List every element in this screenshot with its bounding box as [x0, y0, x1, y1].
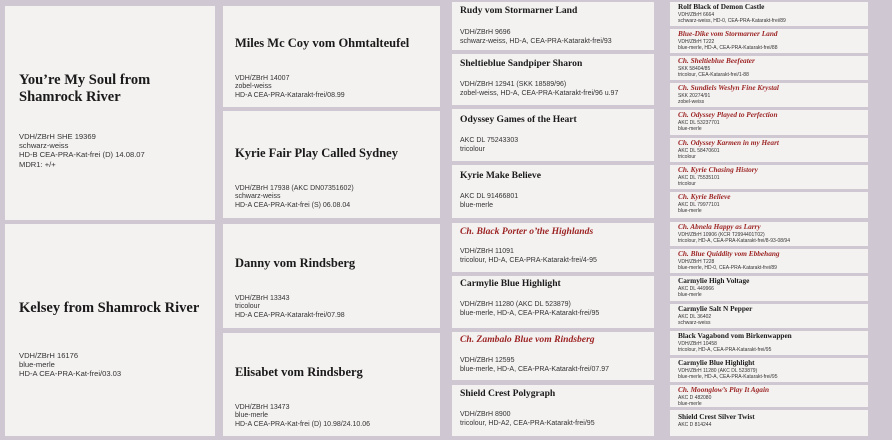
- pedigree-entry: [5, 224, 215, 436]
- health-results: schwarz-weiss, HD-0, CEA-PRA-Katarakt-frei/89: [678, 17, 786, 24]
- pedigree-entry: [452, 2, 654, 50]
- dog-name: Kyrie Make Believe: [460, 170, 541, 181]
- registration-number: AKC DL 75535101: [678, 174, 720, 181]
- coat-color: zobel-weiss: [678, 98, 705, 105]
- dog-name: Kyrie Fair Play Called Sydney: [235, 146, 398, 160]
- pedigree-entry: [670, 56, 868, 80]
- pedigree-entry: [452, 223, 654, 272]
- dog-name: Danny vom Rindsberg: [235, 256, 356, 270]
- pedigree-entry: [670, 410, 868, 436]
- pedigree-entry: [452, 385, 654, 436]
- registration-number: VDH/ZBrH SHE 19369: [19, 132, 96, 141]
- registration-number: SKK 58404/85: [678, 65, 711, 72]
- health-results: schwarz-weiss, HD-A, CEA-PRA-Katarakt-frei/93: [460, 37, 612, 45]
- dog-name: Ch. Blue Quiddity vom Ebbehang: [678, 249, 780, 258]
- registration-number: VDH/ZBrH 8900: [460, 411, 511, 418]
- dog-name: Ch. Moonglow’s Play It Again: [678, 385, 770, 394]
- registration-number: AKC D 814244: [678, 421, 712, 428]
- dog-name: Odyssey Games of the Heart: [460, 114, 577, 125]
- pedigree-entry: [670, 192, 868, 218]
- dog-name: Ch. Odyssey Played to Perfection: [678, 110, 778, 119]
- health-results: HD-B CEA-PRA-Kat-frei (D) 14.08.07: [19, 150, 145, 160]
- pedigree-entry: [452, 332, 654, 380]
- coat-color: tricolour: [235, 303, 260, 311]
- pedigree-entry: [223, 6, 440, 107]
- coat-color: tricolour: [678, 180, 696, 187]
- health-results: tricolour, HD-A, CEA-PRA-Katarakt-frei/4-95: [460, 256, 597, 264]
- registration-number: VDH/ZBrH 6664: [678, 11, 715, 18]
- registration-number: AKC DL 36402: [678, 313, 712, 320]
- registration-number: VDH/ZBrH 9696: [460, 29, 511, 36]
- pedigree-entry: [223, 111, 440, 218]
- dog-name: Ch. Kyrie Believe: [678, 192, 731, 201]
- coat-color: schwarz-weiss: [235, 193, 281, 201]
- health-results: blue-merle, HD-A, CEA-PRA-Katarakt-frei/95: [460, 309, 600, 317]
- dog-name: Ch. Sheltieblue Beefeater: [678, 56, 755, 65]
- health-results: blue-merle, HD-A, CEA-PRA-Katarakt-frei/88: [678, 44, 778, 51]
- dog-name: Carmylie Blue Highlight: [460, 278, 561, 289]
- coat-color: schwarz-weiss: [678, 319, 711, 326]
- dog-name: Ch. Black Porter o’the Highlands: [460, 226, 594, 237]
- registration-number: SKK 20274/91: [678, 92, 711, 99]
- dog-name: You’re My Soul from Shamrock River: [19, 72, 151, 105]
- pedigree-entry: [670, 138, 868, 162]
- pedigree-entry: [670, 2, 868, 26]
- registration-number: VDH/ZBrH 10458: [678, 340, 717, 347]
- coat-color: blue-merle: [678, 291, 702, 298]
- pedigree-entry: [670, 165, 868, 189]
- dog-name: Kelsey from Shamrock River: [19, 300, 200, 316]
- dog-name: Shield Crest Silver Twist: [678, 412, 755, 421]
- registration-number: AKC DL 58470601: [678, 147, 720, 154]
- registration-number: VDH/ZBrH T222: [678, 38, 715, 45]
- registration-number: VDH/ZBrH 10906 (KCR T2994401T02): [678, 231, 765, 238]
- pedigree-entry: [670, 29, 868, 53]
- health-results: HD-A CEA-PRA-Kat-frei/03.03: [19, 369, 122, 379]
- coat-color: blue-merle: [460, 201, 494, 209]
- dog-name: Carmylie Salt N Pepper: [678, 304, 753, 313]
- registration-number: AKC DL 53237701: [678, 119, 720, 126]
- coat-color: schwarz-weiss: [19, 141, 69, 151]
- registration-number: VDH/ZBrH 11280 (AKC DL 523879): [460, 301, 571, 308]
- dog-name: Miles Mc Coy vom Ohmtalteufel: [235, 36, 410, 50]
- registration-number: VDH/ZBrH 11280 (AKC DL 523879): [678, 367, 758, 374]
- health-results: HD-A CEA-PRA-Kat-frei (D) 10.98/24.10.06: [235, 420, 370, 428]
- health-results: blue-merle, HD-A, CEA-PRA-Katarakt-frei/07.97: [460, 365, 609, 373]
- dog-name: Rudy vom Stormarner Land: [460, 5, 578, 16]
- coat-color: blue-merle: [678, 207, 702, 214]
- health-results: HD-A CEA-PRA-Katarakt-frei/07.98: [235, 311, 345, 319]
- registration-number: AKC DL 91466801: [460, 193, 519, 200]
- coat-color: blue-merle: [235, 412, 269, 420]
- pedigree-entry: [670, 83, 868, 107]
- pedigree-entry: [670, 249, 868, 273]
- dog-name: Ch. Odyssey Karmen in my Heart: [678, 138, 779, 147]
- health-results: blue-merle, HD-A, CEA-PRA-Katarakt-frei/95: [678, 373, 778, 380]
- coat-color: tricolour: [460, 145, 485, 153]
- pedigree-entry: [452, 276, 654, 328]
- health-results: zobel-weiss, HD-A, CEA-PRA-Katarakt-frei/96 u.97: [460, 89, 619, 97]
- registration-number: VDH/ZBrH 13343: [235, 295, 290, 302]
- pedigree-entry: [670, 222, 868, 246]
- coat-color: blue-merle: [678, 400, 702, 407]
- dog-name: Carmylie Blue Highlight: [678, 358, 755, 367]
- dog-name: Blue-Dike vom Stormarner Land: [678, 29, 778, 38]
- registration-number: VDH/ZBrH 12941 (SKK 18589/96): [460, 81, 567, 88]
- pedigree-entry: [452, 54, 654, 105]
- coat-color: blue-merle: [678, 125, 702, 132]
- health-results: tricolour, HD-A2, CEA-PRA-Katarakt-frei/95: [460, 419, 595, 427]
- registration-number: VDH/ZBrH 13473: [235, 404, 290, 411]
- dog-name: Ch. Zambalo Blue vom Rindsberg: [460, 334, 595, 345]
- registration-number: VDH/ZBrH 14007: [235, 75, 290, 82]
- pedigree-entry: [670, 110, 868, 135]
- health-results: blue-merle, HD-0, CEA-PRA-Katarakt-frei/89: [678, 264, 777, 271]
- pedigree-entry: [670, 331, 868, 355]
- pedigree-entry: [223, 333, 440, 436]
- registration-number: AKC DL 449966: [678, 285, 714, 292]
- registration-number: VDH/ZBrH 17938 (AKC DN07351602): [235, 185, 354, 192]
- health-results: HD-A CEA-PRA-Kat-frei (S) 06.08.04: [235, 201, 351, 209]
- pedigree-entry: [670, 276, 868, 301]
- coat-color: zobel-weiss: [235, 83, 272, 91]
- pedigree-entry: [670, 304, 868, 328]
- dog-name: Carmylie High Voltage: [678, 276, 750, 285]
- registration-number: VDH/ZBrH 12595: [460, 357, 515, 364]
- health-results: HD-A CEA-PRA-Katarakt-frei/08.99: [235, 91, 345, 99]
- dog-name: Elisabet vom Rindsberg: [235, 365, 363, 379]
- pedigree-entry: [670, 358, 868, 382]
- health-results: tricolour, CEA-Katarakt-frei/1-88: [678, 71, 749, 78]
- dog-name: Ch. Abnela Happy as Larry: [678, 222, 761, 231]
- coat-color: blue-merle: [19, 360, 55, 370]
- pedigree-entry: [5, 6, 215, 220]
- dog-name: Sheltieblue Sandpiper Sharon: [460, 58, 583, 69]
- registration-number: AKC D 482080: [678, 394, 712, 401]
- dog-name: Ch. Kyrie Chasing History: [678, 165, 758, 174]
- dog-name: Rolf Black of Demon Castle: [678, 2, 765, 11]
- health-results: tricolour, HD-A, CEA-PRA-Katarakt-frei/95: [678, 346, 772, 353]
- registration-number: VDH/ZBrH 11091: [460, 248, 514, 255]
- dog-name: Shield Crest Polygraph: [460, 388, 556, 399]
- registration-number: AKC DL 79977101: [678, 201, 720, 208]
- pedigree-entry: [452, 109, 654, 161]
- registration-number: VDH/ZBrH 16176: [19, 351, 79, 360]
- health-results: tricolour, HD-A, CEA-PRA-Katarakt-frei/8-93-08/94: [678, 237, 790, 244]
- pedigree-entry: [670, 385, 868, 407]
- registration-number: AKC DL 75243303: [460, 137, 519, 144]
- mdr1-result: MDR1: +/+: [19, 159, 56, 169]
- dog-name: Ch. Sundiels Weslyn Fine Krystal: [678, 83, 779, 92]
- dog-name: Black Vagabond vom Birkenwappen: [678, 331, 792, 340]
- pedigree-entry: [452, 165, 654, 218]
- registration-number: VDH/ZBrH T228: [678, 258, 715, 265]
- pedigree-entry: [223, 224, 440, 328]
- coat-color: tricolour: [678, 153, 696, 160]
